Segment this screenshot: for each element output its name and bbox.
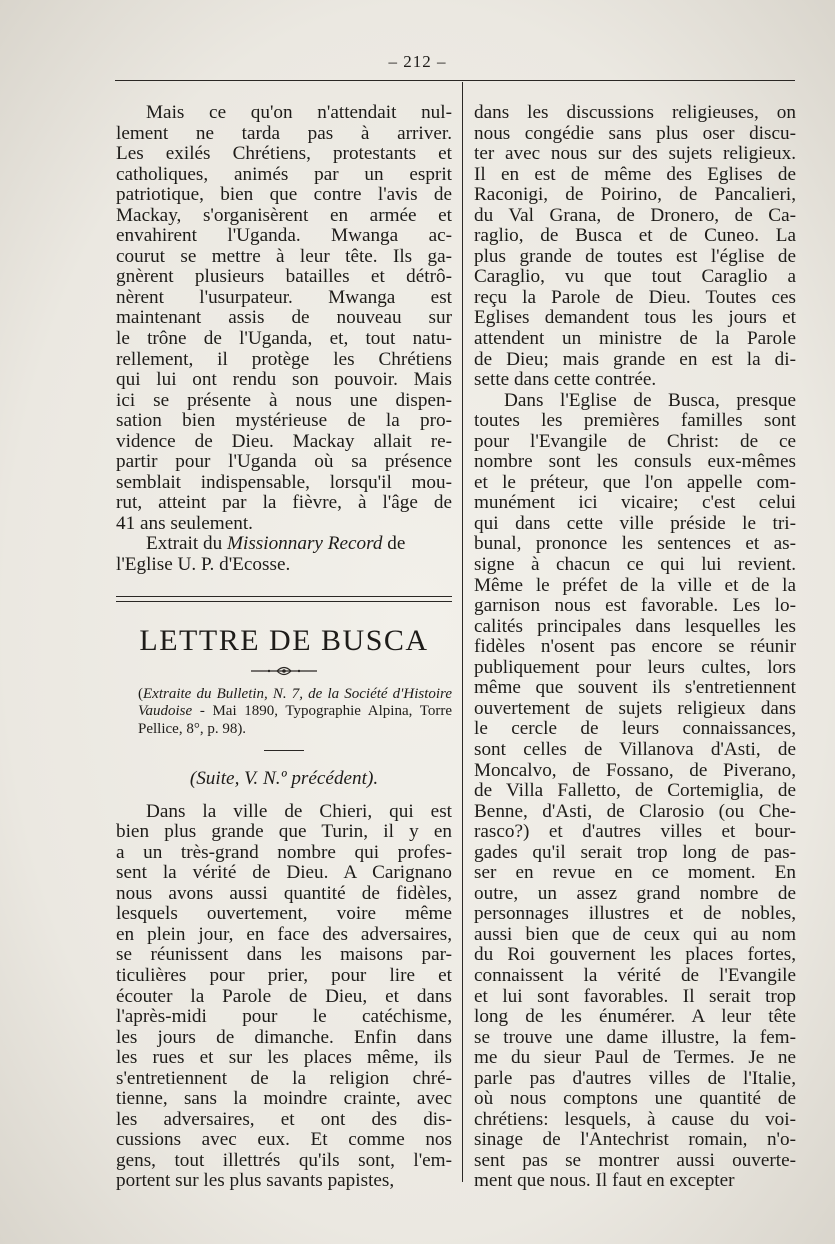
column-divider <box>462 82 463 1182</box>
text-line: parle pas d'autres villes de l'Italie, <box>474 1067 796 1089</box>
text-line: rellement, il protège les Chrétiens <box>116 348 452 370</box>
text-line: connaissent la vérité de l'Evangile <box>474 964 796 986</box>
text-line: sont celles de Villanova d'Asti, de <box>474 738 796 760</box>
text-line: les rues et sur les places même, ils <box>116 1047 452 1069</box>
extract-line <box>116 534 452 555</box>
left-column <box>116 103 452 1192</box>
text-line: les jours de dimanche. Enfin dans <box>116 1026 452 1048</box>
ornament-icon <box>116 662 452 676</box>
text-line: se réunissent dans les maisons par- <box>116 944 452 966</box>
text-line: cussions avec eux. Et comme nos <box>116 1129 452 1151</box>
text-line: du Roi gouvernent les places fortes, <box>474 944 796 966</box>
text-line: Même le préfet de la ville et de la <box>474 574 796 596</box>
text-line: ser en revue en ce moment. En <box>474 862 796 884</box>
letter-title: LETTRE DE BUSCA <box>139 623 429 657</box>
text-line: nous avons aussi quantité de fidèles, <box>116 882 452 904</box>
text-line: lement ne tarda pas à arriver. <box>116 122 452 144</box>
source-title: Extraite du Bulletin, N. 7, de la Société d'Histoire Vaudoise <box>138 685 452 720</box>
text-line: personnages illustres et de nobles, <box>474 903 796 925</box>
text-line: le cercle de leurs connaissances, <box>474 718 796 740</box>
text-line: ticulières pour prier, pour lire et <box>116 965 452 986</box>
short-rule <box>264 750 304 751</box>
text-line: et le préteur, que l'on appelle com- <box>474 471 796 493</box>
text-line: en plein jour, en face des adversaires, <box>116 923 452 945</box>
extract-suffix: de <box>382 533 406 555</box>
text-line: Les exilés Chrétiens, protestants et <box>116 143 452 165</box>
text-line: a un très-grand nombre qui profes- <box>116 841 452 863</box>
extract-line-2: l'Eglise U. P. d'Ecosse. <box>116 554 291 576</box>
source-open: ( <box>138 685 143 702</box>
text-line: raglio, de Busca et de Cuneo. La <box>474 225 796 247</box>
text-line: courut se mettre à leur tête. Ils ga- <box>116 245 452 267</box>
source-details: - Mai 1890, Typographie Alpina, Torre Pellice, 8°, p. 98). <box>138 703 452 737</box>
page-number: – 212 – <box>388 52 447 71</box>
section-rule <box>116 596 452 602</box>
text-line: nombre sont les consuls eux-mêmes <box>474 451 796 473</box>
text-line: garnison nous est favorable. Les lo- <box>474 595 796 617</box>
text-line: me du sieur Paul de Termes. Je ne <box>474 1047 796 1069</box>
text-line: sation bien mystérieuse de la pro- <box>116 410 452 432</box>
text-line: ment que nous. Il faut en excepter <box>474 1170 735 1192</box>
text-line: même que souvent ils s'entretiennent <box>474 677 796 699</box>
text-line: tienne, sans la moindre crainte, avec <box>116 1088 452 1110</box>
text-line: Dans l'Eglise de Busca, presque <box>504 389 796 411</box>
text-line: écouter la Parole de Dieu, et dans <box>116 985 452 1007</box>
text-line: ter avec nous sur des sujets religieux. <box>474 143 796 165</box>
text-line: semblait indispensable, lorsqu'il mou- <box>116 471 452 493</box>
text-line: partir pour l'Uganda où sa présence <box>116 451 452 473</box>
text-line: chrétiens: lesquels, à cause du voi- <box>474 1108 796 1130</box>
text-line: et lui sont favorables. Il serait trop <box>474 985 796 1007</box>
text-line: patriotique, bien que contre l'avis de <box>116 184 452 206</box>
text-line: s'entretiennent de la religion chré- <box>116 1067 452 1089</box>
text-line: Il en est de même des Eglises de <box>474 163 796 185</box>
text-line: Mais ce qu'on n'attendait nul- <box>146 102 452 123</box>
extract-prefix: Extrait du <box>146 533 227 555</box>
text-line: sent la vérité de Dieu. A Carignano <box>116 862 452 884</box>
mackay-paragraph <box>116 103 452 534</box>
extract-source-title: Missionnary Record <box>227 533 383 555</box>
text-line: Raconigi, de Poirino, de Pancalieri, <box>474 184 796 206</box>
header-rule <box>115 80 795 81</box>
text-line: Dans la ville de Chieri, qui est <box>146 800 452 822</box>
text-line: outre, un assez grand nombre de <box>474 882 796 904</box>
text-line: envahirent l'Uganda. Mwanga ac- <box>116 225 452 247</box>
text-line: Mackay, s'organisèrent en armée et <box>116 204 452 226</box>
text-line: ici se présente à nous une dispen- <box>116 389 452 411</box>
text-line: pour l'Evangile de Christ: de ce <box>474 430 796 452</box>
text-line: gades qu'il serait trop long de pas- <box>474 841 796 863</box>
text-line: munément ici vicaire; c'est celui <box>474 492 796 514</box>
right-column <box>474 103 796 1192</box>
text-line: plus grande de toutes est l'église de <box>474 245 796 267</box>
text-line: reçu la Parole de Dieu. Toutes ces <box>474 286 796 308</box>
text-line: Eglises demandent tous les jours et <box>474 307 796 329</box>
text-line: maintenant assis de nouveau sur <box>116 307 452 329</box>
text-line: le trône de l'Uganda, et, tout natu- <box>116 328 452 350</box>
text-line: nous congédie sans plus oser discu- <box>474 122 796 144</box>
text-line: de Villa Falletto, de Cortemiglia, de <box>474 780 796 802</box>
text-line: gnèrent plusieurs batailles et détrô- <box>116 266 452 288</box>
text-line: qui dans cette ville préside le tri- <box>474 512 796 534</box>
text-line: Moncalvo, de Fossano, de Piverano, <box>474 759 796 781</box>
text-line: de Dieu; mais grande en est la di- <box>474 348 796 370</box>
text-line: aussi bien que de ceux qui au nom <box>474 923 796 945</box>
text-line: fidèles n'osent pas encore se réunir <box>474 636 796 658</box>
text-line: ouvertement de sujets religieux dans <box>474 697 796 719</box>
letter-source <box>116 686 452 739</box>
chieri-paragraph <box>116 802 452 1192</box>
text-line: toutes les premières familles sont <box>474 410 796 432</box>
text-line: publiquement pour leurs cultes, lors <box>474 656 796 678</box>
text-line: sinage de l'Antechrist romain, n'o- <box>474 1129 796 1151</box>
text-line: sent pas se montrer aussi ouverte- <box>474 1149 796 1171</box>
text-line: l'après-midi pour le catéchisme, <box>116 1006 452 1028</box>
text-line: signe à chacun ce qui lui revient. <box>474 554 796 576</box>
text-line: du Val Grana, de Dronero, de Ca- <box>474 204 796 226</box>
text-line: dans les discussions religieuses, on <box>474 102 796 123</box>
text-line: Caraglio, vu que tout Caraglio a <box>474 266 796 288</box>
text-line: rut, atteint par la fièvre, à l'âge de <box>116 492 452 514</box>
text-line: portent sur les plus savants papistes, <box>116 1170 395 1192</box>
text-line: les adversaires, et ont des dis- <box>116 1108 452 1130</box>
text-line: sette dans cette contrée. <box>474 369 657 391</box>
text-line: bien plus grande que Turin, il y en <box>116 821 452 843</box>
busca-paragraph <box>474 391 796 1192</box>
text-line: attendent un ministre de la Parole <box>474 328 796 350</box>
text-line: se trouve une dame illustre, la fem- <box>474 1026 796 1048</box>
text-line: Benne, d'Asti, de Clarosio (ou Che- <box>474 800 796 822</box>
text-line: long de les énumérer. A leur tête <box>474 1006 796 1028</box>
discussions-paragraph <box>474 103 796 391</box>
suite-label: (Suite, V. N.º précédent). <box>189 768 379 790</box>
text-line: où nous comptons une quantité de <box>474 1088 796 1110</box>
text-line: 41 ans seulement. <box>116 512 253 534</box>
text-line: catholiques, animés par un esprit <box>116 163 452 185</box>
text-line: rasco?) et d'autres villes et bour- <box>474 821 796 843</box>
text-line: gens, tout illettrés qu'ils sont, l'em- <box>116 1149 452 1171</box>
text-line: lesquels ouvertement, voire même <box>116 903 452 925</box>
text-line: nèrent l'usurpateur. Mwanga est <box>116 286 452 308</box>
text-line: vidence de Dieu. Mackay allait re- <box>116 430 452 452</box>
text-line: calités principales dans lesquelles les <box>474 615 796 637</box>
text-line: bunal, prononce les sentences et as- <box>474 533 796 555</box>
text-line: qui lui ont rendu son pouvoir. Mais <box>116 369 452 391</box>
